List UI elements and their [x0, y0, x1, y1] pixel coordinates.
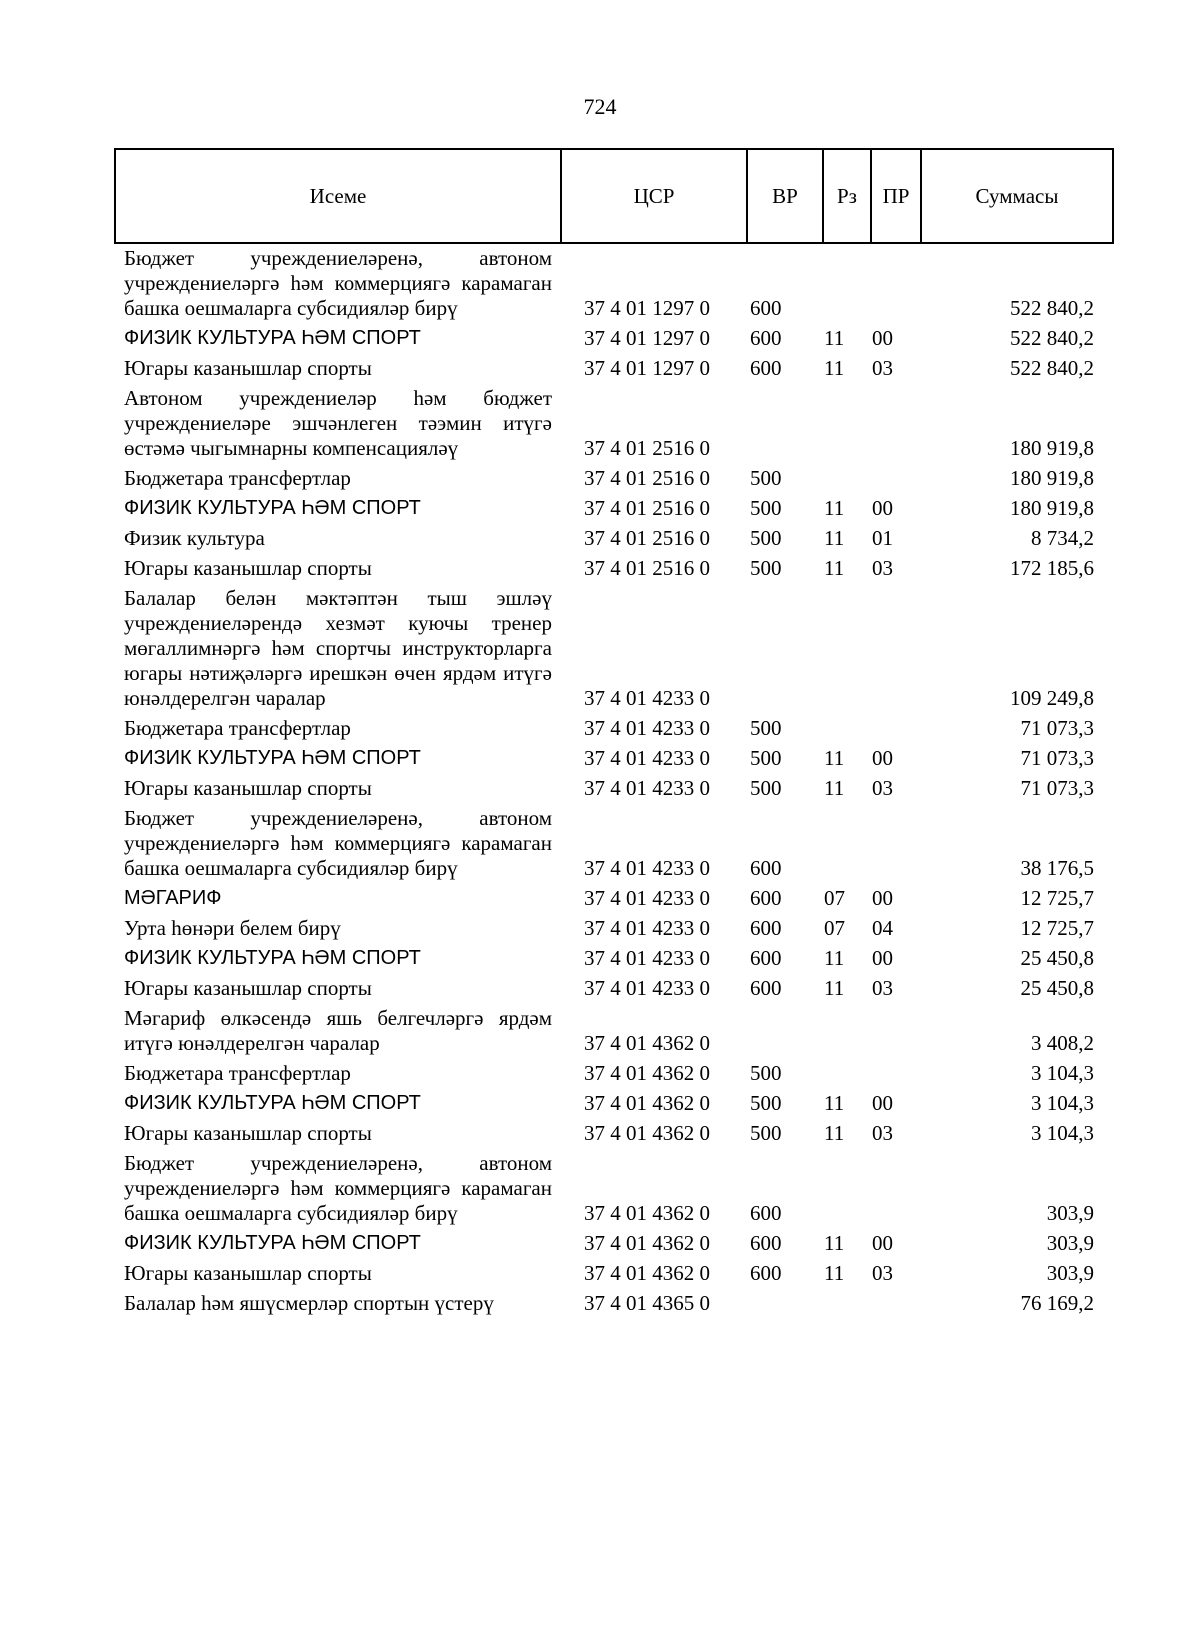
table-row	[124, 946, 1114, 971]
row-sum: 109 249,8	[1010, 686, 1094, 710]
table-row	[124, 1061, 1114, 1086]
row-vr: 500	[750, 466, 782, 490]
row-sum: 12 725,7	[1020, 886, 1094, 910]
row-sum: 8 734,2	[1031, 526, 1094, 550]
row-csr: 37 4 01 4233 0	[584, 746, 710, 770]
row-sum: 180 919,8	[1010, 496, 1094, 520]
row-sum: 303,9	[1046, 1231, 1094, 1255]
row-name: Урта һөнәри белем бирү	[124, 916, 341, 940]
table-row	[124, 1121, 1114, 1146]
row-pr: 03	[872, 976, 893, 1000]
row-name: Балалар белән мәктәптән тыш эшләү учреждениеләрендә хезмәт куючы тренер мөгаллимнәргә һәм спортчы инструкторларга югары нәтиҗәләргә ирешкән өчен ярдәм итүгә юнәлдерелгән чаралар	[124, 586, 552, 710]
row-sum: 522 840,2	[1010, 296, 1094, 320]
row-pr: 03	[872, 1261, 893, 1285]
table-row	[124, 916, 1114, 941]
row-name: Бюджет учреждениеләренә, автоном учреждениеләргә һәм коммерциягә карамаган башка оешмаларга субсидияләр бирү	[124, 1151, 552, 1225]
table-header	[114, 148, 1114, 244]
row-csr: 37 4 01 2516 0	[584, 526, 710, 550]
row-pr: 00	[872, 886, 893, 910]
row-csr: 37 4 01 1297 0	[584, 296, 710, 320]
row-csr: 37 4 01 2516 0	[584, 436, 710, 460]
row-name: Югары казанышлар спорты	[124, 776, 372, 800]
row-vr: 500	[750, 496, 782, 520]
row-name: ФИЗИК КУЛЬТУРА ҺӘМ СПОРТ	[124, 1232, 421, 1254]
row-pr: 00	[872, 746, 893, 770]
table-row	[124, 246, 1114, 321]
row-name: Югары казанышлар спорты	[124, 976, 372, 1000]
row-name: ФИЗИК КУЛЬТУРА ҺӘМ СПОРТ	[124, 947, 421, 969]
table-row	[124, 496, 1114, 521]
row-sum: 172 185,6	[1010, 556, 1094, 580]
row-rz: 11	[824, 496, 845, 520]
row-sum: 3 104,3	[1031, 1091, 1094, 1115]
row-sum: 180 919,8	[1010, 436, 1094, 460]
row-pr: 01	[872, 526, 893, 550]
row-vr: 500	[750, 526, 782, 550]
row-vr: 600	[750, 946, 782, 970]
row-sum: 71 073,3	[1020, 776, 1094, 800]
row-name: Бюджет учреждениеләренә, автоном учреждениеләргә һәм коммерциягә карамаган башка оешмаларга субсидияләр бирү	[124, 246, 552, 320]
row-rz: 11	[824, 326, 845, 350]
row-csr: 37 4 01 2516 0	[584, 466, 710, 490]
row-vr: 600	[750, 296, 782, 320]
table-row	[124, 326, 1114, 351]
row-vr: 600	[750, 1261, 782, 1285]
row-pr: 00	[872, 1231, 893, 1255]
row-csr: 37 4 01 4362 0	[584, 1121, 710, 1145]
table-row	[124, 1006, 1114, 1056]
table-row	[124, 466, 1114, 491]
row-name: Балалар һәм яшүсмерләр спортын үстерү	[124, 1291, 494, 1315]
row-pr: 00	[872, 946, 893, 970]
table-row	[124, 1091, 1114, 1116]
row-sum: 71 073,3	[1020, 716, 1094, 740]
row-csr: 37 4 01 2516 0	[584, 556, 710, 580]
page-number: 724	[583, 94, 617, 119]
header-rz: Рз	[823, 149, 871, 243]
row-sum: 25 450,8	[1020, 946, 1094, 970]
row-sum: 3 104,3	[1031, 1121, 1094, 1145]
row-name: Югары казанышлар спорты	[124, 1261, 372, 1285]
row-rz: 11	[824, 1121, 845, 1145]
row-sum: 3 104,3	[1031, 1061, 1094, 1085]
row-vr: 600	[750, 856, 782, 880]
header-name: Исеме	[115, 149, 561, 243]
row-vr: 500	[750, 1091, 782, 1115]
row-pr: 03	[872, 556, 893, 580]
row-csr: 37 4 01 4362 0	[584, 1261, 710, 1285]
row-rz: 07	[824, 916, 845, 940]
table-row	[124, 806, 1114, 881]
row-vr: 600	[750, 326, 782, 350]
table-row	[124, 1231, 1114, 1256]
row-sum: 303,9	[1046, 1261, 1094, 1285]
row-name: ФИЗИК КУЛЬТУРА ҺӘМ СПОРТ	[124, 497, 421, 519]
header-csr: ЦСР	[561, 149, 747, 243]
table-row	[124, 1151, 1114, 1226]
row-csr: 37 4 01 2516 0	[584, 496, 710, 520]
row-name: Югары казанышлар спорты	[124, 356, 372, 380]
row-csr: 37 4 01 4233 0	[584, 946, 710, 970]
row-csr: 37 4 01 4233 0	[584, 686, 710, 710]
row-vr: 500	[750, 556, 782, 580]
row-sum: 71 073,3	[1020, 746, 1094, 770]
row-vr: 600	[750, 1201, 782, 1225]
row-vr: 500	[750, 746, 782, 770]
row-rz: 11	[824, 776, 845, 800]
row-csr: 37 4 01 4233 0	[584, 716, 710, 740]
row-name: Бюджетара трансфертлар	[124, 1061, 351, 1085]
row-csr: 37 4 01 4233 0	[584, 916, 710, 940]
row-name: Автоном учреждениеләр һәм бюджет учреждениеләре эшчәнлеген тәэмин итүгә өстәмә чыгымнарны компенсацияләү	[124, 386, 552, 460]
row-name: Мәгариф өлкәсендә яшь белгечләргә ярдәм итүгә юнәлдерелгән чаралар	[124, 1006, 552, 1055]
row-name: ФИЗИК КУЛЬТУРА ҺӘМ СПОРТ	[124, 1092, 421, 1114]
row-pr: 00	[872, 1091, 893, 1115]
header-vr: ВР	[747, 149, 823, 243]
row-csr: 37 4 01 4365 0	[584, 1291, 710, 1315]
row-sum: 522 840,2	[1010, 326, 1094, 350]
row-pr: 03	[872, 356, 893, 380]
row-csr: 37 4 01 1297 0	[584, 326, 710, 350]
table-row	[124, 1291, 1114, 1316]
row-vr: 500	[750, 776, 782, 800]
row-sum: 180 919,8	[1010, 466, 1094, 490]
row-csr: 37 4 01 4233 0	[584, 856, 710, 880]
row-vr: 500	[750, 1121, 782, 1145]
row-sum: 303,9	[1046, 1201, 1094, 1225]
table-row	[124, 356, 1114, 381]
row-name: Югары казанышлар спорты	[124, 556, 372, 580]
row-name: Бюджетара трансфертлар	[124, 716, 351, 740]
row-pr: 04	[872, 916, 893, 940]
row-rz: 07	[824, 886, 845, 910]
row-pr: 03	[872, 776, 893, 800]
row-vr: 600	[750, 976, 782, 1000]
table-row	[124, 886, 1114, 911]
row-csr: 37 4 01 4362 0	[584, 1091, 710, 1115]
row-vr: 600	[750, 1231, 782, 1255]
row-rz: 11	[824, 556, 845, 580]
row-vr: 600	[750, 886, 782, 910]
row-vr: 600	[750, 916, 782, 940]
row-sum: 3 408,2	[1031, 1031, 1094, 1055]
row-name: МӘГАРИФ	[124, 887, 222, 909]
row-sum: 522 840,2	[1010, 356, 1094, 380]
table-row	[124, 746, 1114, 771]
row-name: ФИЗИК КУЛЬТУРА ҺӘМ СПОРТ	[124, 327, 421, 349]
row-sum: 25 450,8	[1020, 976, 1094, 1000]
row-sum: 38 176,5	[1020, 856, 1094, 880]
row-name: Бюджетара трансфертлар	[124, 466, 351, 490]
row-rz: 11	[824, 526, 845, 550]
row-vr: 500	[750, 716, 782, 740]
row-rz: 11	[824, 1231, 845, 1255]
row-csr: 37 4 01 4362 0	[584, 1201, 710, 1225]
row-pr: 03	[872, 1121, 893, 1145]
row-rz: 11	[824, 356, 845, 380]
table-row	[124, 556, 1114, 581]
row-name: Физик культура	[124, 526, 265, 550]
header-pr: ПР	[871, 149, 921, 243]
table-row	[124, 526, 1114, 551]
table-row	[124, 976, 1114, 1001]
table-row	[124, 386, 1114, 461]
row-csr: 37 4 01 4362 0	[584, 1231, 710, 1255]
row-rz: 11	[824, 946, 845, 970]
row-pr: 00	[872, 496, 893, 520]
table-body	[124, 246, 1114, 1321]
table-row	[124, 586, 1114, 711]
row-csr: 37 4 01 4233 0	[584, 776, 710, 800]
row-rz: 11	[824, 976, 845, 1000]
table-row	[124, 716, 1114, 741]
row-sum: 12 725,7	[1020, 916, 1094, 940]
row-csr: 37 4 01 4362 0	[584, 1061, 710, 1085]
row-sum: 76 169,2	[1020, 1291, 1094, 1315]
row-name: ФИЗИК КУЛЬТУРА ҺӘМ СПОРТ	[124, 747, 421, 769]
table-row	[124, 1261, 1114, 1286]
row-csr: 37 4 01 4362 0	[584, 1031, 710, 1055]
row-name: Бюджет учреждениеләренә, автоном учреждениеләргә һәм коммерциягә карамаган башка оешмаларга субсидияләр бирү	[124, 806, 552, 880]
row-pr: 00	[872, 326, 893, 350]
row-rz: 11	[824, 1261, 845, 1285]
row-vr: 600	[750, 356, 782, 380]
header-sum: Суммасы	[921, 149, 1113, 243]
row-rz: 11	[824, 746, 845, 770]
row-rz: 11	[824, 1091, 845, 1115]
table-row	[124, 776, 1114, 801]
row-csr: 37 4 01 4233 0	[584, 976, 710, 1000]
row-vr: 500	[750, 1061, 782, 1085]
row-csr: 37 4 01 1297 0	[584, 356, 710, 380]
row-name: Югары казанышлар спорты	[124, 1121, 372, 1145]
row-csr: 37 4 01 4233 0	[584, 886, 710, 910]
